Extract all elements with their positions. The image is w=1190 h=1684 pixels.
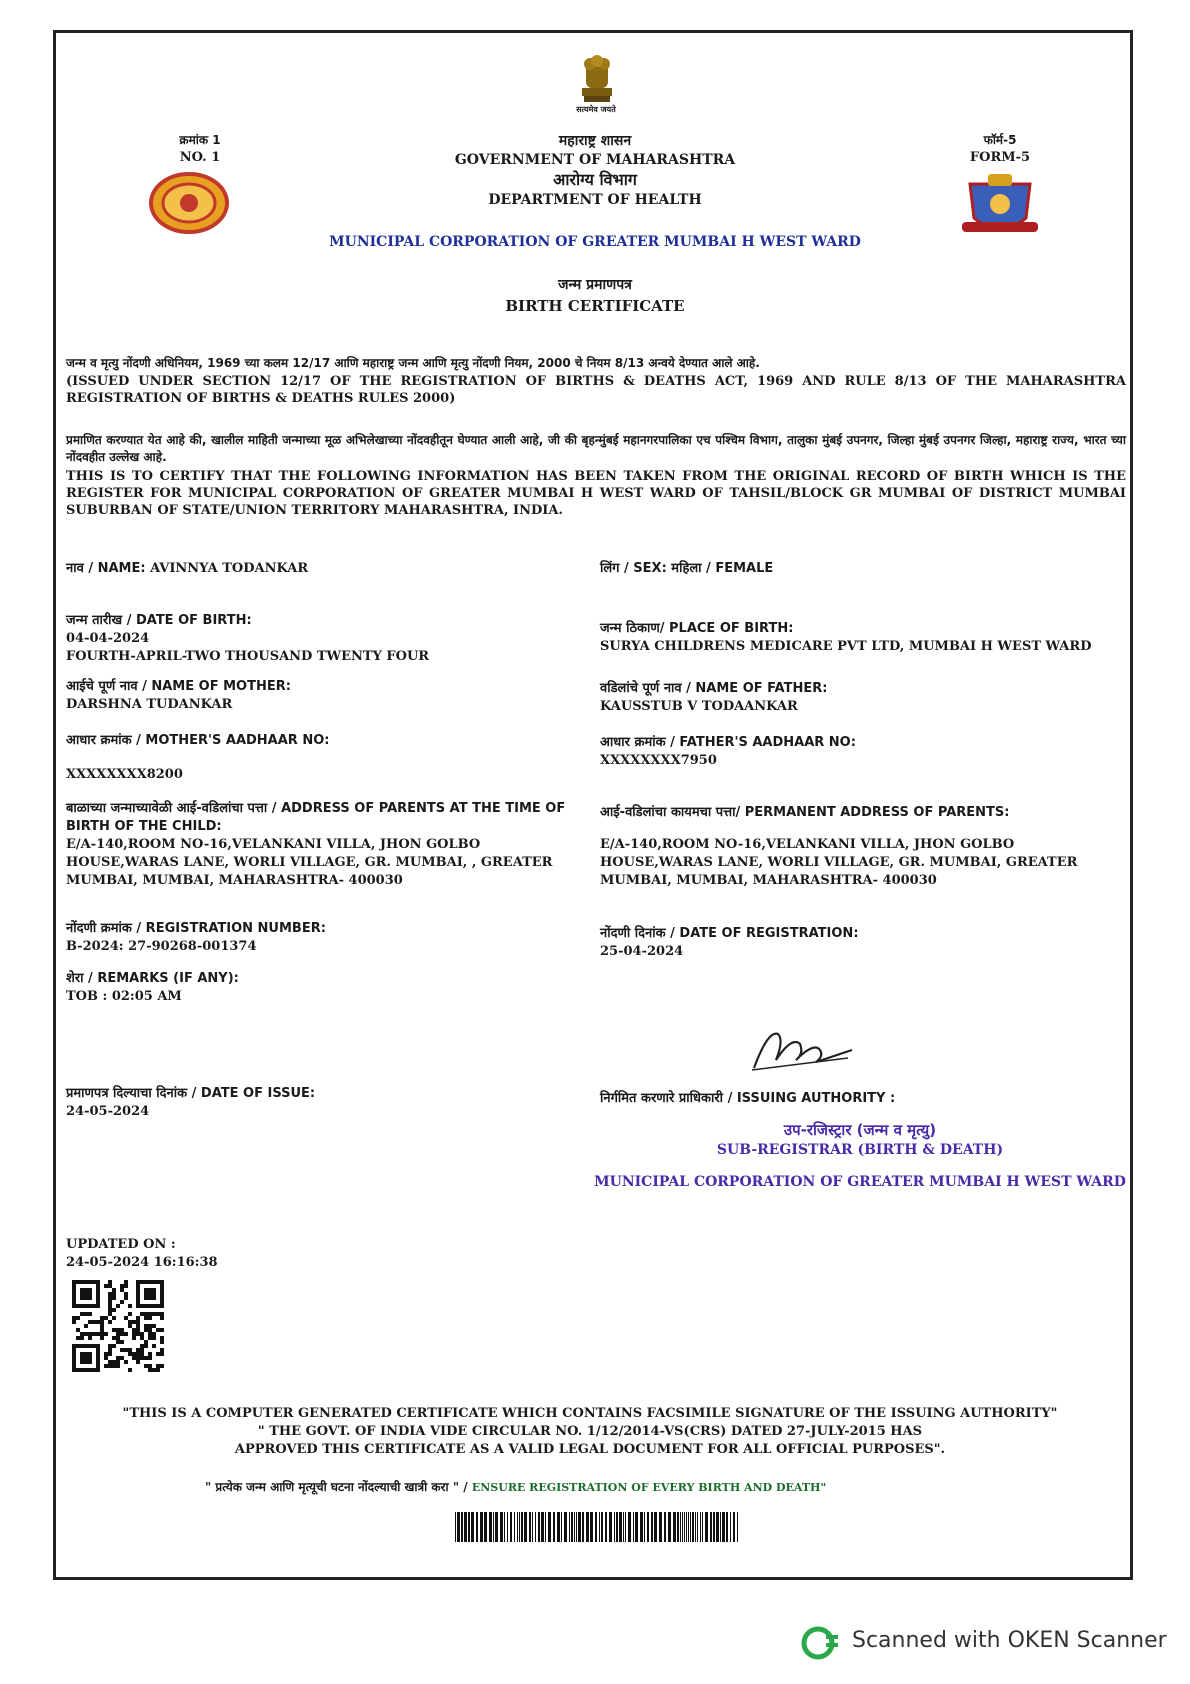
certify-marathi: प्रमाणित करण्यात येत आहे की, खालील माहिती जन्माच्या मूळ अभिलेखाच्या नोंदवहीतून घेण्यात आली आहे, जी की बृहन्मुंबई महानगरपालिका एच पश्चिम विभाग, तालुका मुंबई उपनगर, जिल्हा मुंबई उपनगर जिल्हा, महाराष्ट्र राज्य, भारत च्या नोंदवहीत उल्लेख आहे.: [66, 433, 1126, 464]
slogan: [205, 1478, 1105, 1497]
intro-english: (ISSUED UNDER SECTION 12/17 OF THE REGISTRATION OF BIRTHS & DEATHS ACT, 1969 AND RULE 8/13 OF THE MAHARASHTRA REGISTRATION OF BIRTHS & DEATHS RULES 2000): [66, 374, 1126, 406]
qr-code-icon[interactable]: [72, 1280, 164, 1372]
registration-number-value: B-2024: 27-90268-001374: [66, 939, 257, 954]
permanent-address-value: E/A-140,ROOM NO-16,VELANKANI VILLA, JHON GOLBO HOUSE,WARAS LANE, WORLI VILLAGE, GR. MUMBAI, GREATER MUMBAI, MUMBAI, MAHARASHTRA- 400030: [600, 837, 1078, 888]
intro-marathi: जन्म व मृत्यु नोंदणी अधिनियम, 1969 च्या कलम 12/17 आणि महाराष्ट्र जन्म आणि मृत्यु नोंदणी नियम, 2000 चे नियम 8/13 अन्वये देण्यात आले आहे.: [66, 356, 760, 370]
updated-label: UPDATED ON :: [66, 1237, 176, 1252]
mother-aadhaar-field: [66, 732, 586, 784]
father-value: KAUSSTUB V TODAANKAR: [600, 699, 798, 714]
left-number-marathi: क्रमांक 1: [179, 133, 221, 147]
birth-address-label: बाळाच्या जन्माच्यावेळी आई-वडिलांचा पत्ता / ADDRESS OF PARENTS AT THE TIME OF BIRTH OF THE CHILD:: [66, 801, 566, 834]
dept-marathi: आरोग्य विभाग: [553, 170, 637, 189]
authority-label: निर्गमित करणारे प्राधिकारी / ISSUING AUTHORITY :: [600, 1091, 896, 1106]
issue-date-value: 24-05-2024: [66, 1104, 150, 1119]
footer-line-3: APPROVED THIS CERTIFICATE AS A VALID LEGAL DOCUMENT FOR ALL OFFICIAL PURPOSES".: [234, 1442, 946, 1457]
father-label: वडिलांचे पूर्ण नाव / NAME OF FATHER:: [600, 681, 828, 696]
slogan-english: ENSURE REGISTRATION OF EVERY BIRTH AND DEATH": [471, 1481, 827, 1494]
issue-date-label: प्रमाणपत्र दिल्याचा दिनांक / DATE OF ISSUE:: [66, 1086, 316, 1101]
gov-title: GOVERNMENT OF MAHARASHTRA: [454, 152, 736, 168]
issue-date-field: [66, 1085, 586, 1121]
gov-marathi: महाराष्ट्र शासन: [558, 133, 632, 149]
birth-address-field: [66, 800, 586, 890]
pob-value: SURYA CHILDRENS MEDICARE PVT LTD, MUMBAI H WEST WARD: [600, 639, 1092, 654]
footer-line-1: "THIS IS A COMPUTER GENERATED CERTIFICATE WHICH CONTAINS FACSIMILE SIGNATURE OF THE ISSUING AUTHORITY": [122, 1406, 1058, 1421]
pob-label: जन्म ठिकाण/ PLACE OF BIRTH:: [600, 621, 794, 636]
left-number: NO. 1: [179, 150, 221, 165]
maharashtra-seal-icon: [148, 172, 230, 234]
father-aadhaar-value: XXXXXXXX7950: [600, 753, 717, 768]
dob-label: जन्म तारीख / DATE OF BIRTH:: [66, 613, 252, 628]
dept-title: DEPARTMENT OF HEALTH: [488, 192, 702, 208]
right-form-marathi: फॉर्म-5: [983, 133, 1017, 147]
corporation-title: MUNICIPAL CORPORATION OF GREATER MUMBAI H WEST WARD: [329, 234, 861, 250]
authority-title: SUB-REGISTRAR (BIRTH & DEATH): [716, 1142, 1004, 1158]
signature-icon: [748, 1020, 858, 1075]
sex-label: लिंग / SEX:: [600, 561, 667, 576]
right-form: FORM-5: [969, 150, 1031, 165]
remarks-label: शेरा / REMARKS (IF ANY):: [66, 971, 239, 986]
authority-corporation: MUNICIPAL CORPORATION OF GREATER MUMBAI H WEST WARD: [594, 1174, 1126, 1190]
permanent-address-label: आई-वडिलांचा कायमचा पत्ता/ PERMANENT ADDRESS OF PARENTS:: [600, 805, 1010, 820]
certificate-title-marathi: जन्म प्रमाणपत्र: [558, 277, 632, 293]
name-label: नाव / NAME:: [66, 561, 146, 576]
slogan-marathi: " प्रत्येक जन्म आणि मृत्यूची घटना नोंदल्याची खात्री करा " /: [205, 1480, 468, 1494]
registration-number-field: [66, 920, 586, 956]
father-field: [600, 680, 1120, 716]
sex-field: [600, 560, 1120, 578]
updated-on: [66, 1236, 366, 1272]
registration-number-label: नोंदणी क्रमांक / REGISTRATION NUMBER:: [66, 921, 326, 936]
registration-date-label: नोंदणी दिनांक / DATE OF REGISTRATION:: [600, 926, 859, 941]
certify-english: THIS IS TO CERTIFY THAT THE FOLLOWING INFORMATION HAS BEEN TAKEN FROM THE ORIGINAL RECORD OF BIRTH WHICH IS THE REGISTER FOR MUNICIPAL CORPORATION OF GREATER MUMBAI H WEST WARD OF TAHSIL/BLOCK GR MUMBAI OF DISTRICT MUMBAI SUBURBAN OF STATE/UNION TERRITORY MAHARASHTRA, INDIA.: [66, 469, 1126, 518]
updated-value: 24-05-2024 16:16:38: [66, 1255, 218, 1270]
registration-date-value: 25-04-2024: [600, 944, 684, 959]
dob-words: FOURTH-APRIL-TWO THOUSAND TWENTY FOUR: [66, 649, 430, 664]
oken-scanner-logo-icon: [800, 1625, 840, 1661]
dob-value: 04-04-2024: [66, 631, 150, 646]
mother-value: DARSHNA TUDANKAR: [66, 697, 233, 712]
registration-date-field: [600, 925, 1120, 961]
mother-aadhaar-label: आधार क्रमांक / MOTHER'S AADHAAR NO:: [66, 733, 330, 748]
dob-field: [66, 612, 586, 666]
barcode-icon: [455, 1512, 739, 1542]
mother-aadhaar-value: XXXXXXXX8200: [66, 767, 183, 782]
birth-address-value: E/A-140,ROOM NO-16,VELANKANI VILLA, JHON GOLBO HOUSE,WARAS LANE, WORLI VILLAGE, GR. MUMBAI, , GREATER MUMBAI, MUMBAI, MAHARASHTRA- 400030: [66, 837, 553, 888]
remarks-field: [66, 970, 586, 1006]
mother-field: [66, 678, 586, 714]
pob-field: [600, 620, 1120, 656]
certificate-title: BIRTH CERTIFICATE: [505, 297, 685, 315]
father-aadhaar-label: आधार क्रमांक / FATHER'S AADHAAR NO:: [600, 735, 856, 750]
emblem-motto: सत्यमेव जयते: [576, 105, 616, 114]
footer-line-2: " THE GOVT. OF INDIA VIDE CIRCULAR NO. 1/12/2014-VS(CRS) DATED 27-JULY-2015 HAS: [257, 1424, 923, 1439]
permanent-address-field: [600, 804, 1120, 890]
mother-label: आईचे पूर्ण नाव / NAME OF MOTHER:: [66, 679, 291, 694]
name-value: AVINNYA TODANKAR: [150, 561, 309, 576]
sex-value: महिला / FEMALE: [671, 561, 774, 576]
mcgm-crest-icon: [958, 170, 1042, 242]
name-field: [66, 560, 566, 578]
father-aadhaar-field: [600, 734, 1120, 770]
authority-marathi: उप-रजिस्ट्रार (जन्म व मृत्यु): [783, 1121, 937, 1139]
remarks-value: TOB : 02:05 AM: [66, 989, 182, 1004]
scanner-watermark-text: Scanned with OKEN Scanner: [852, 1628, 1167, 1653]
